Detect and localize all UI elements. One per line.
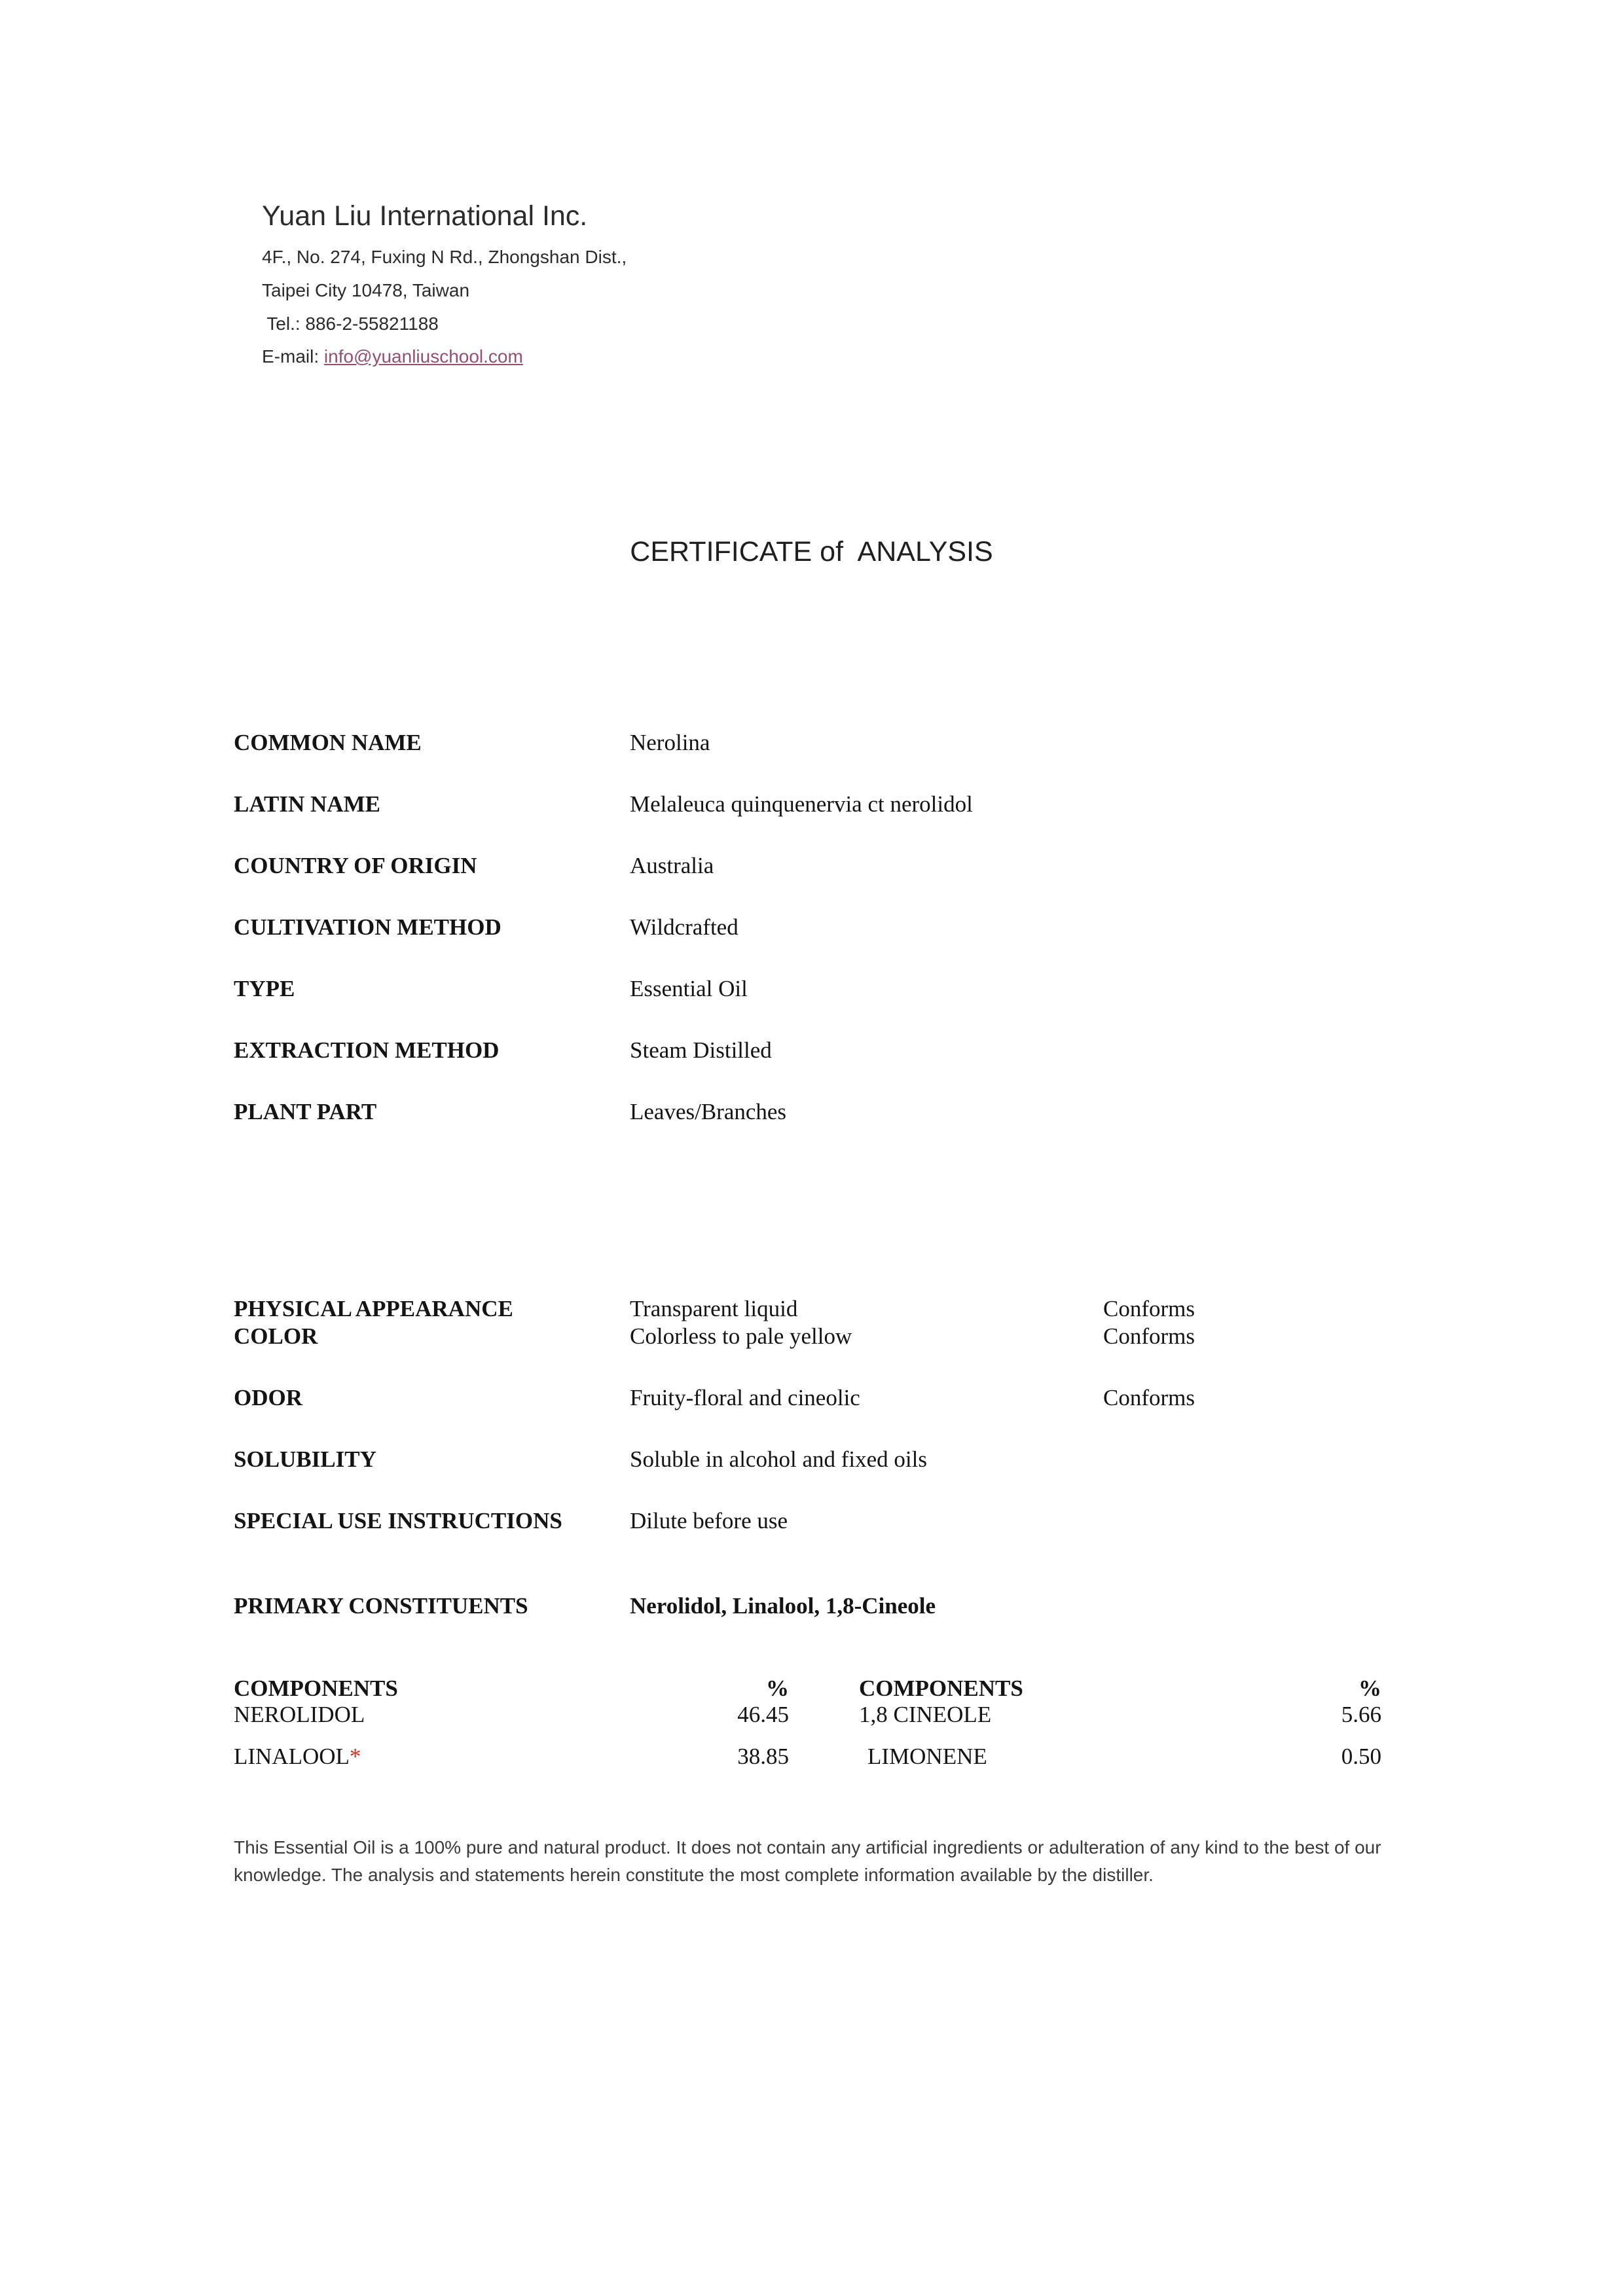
- field-label: PLANT PART: [234, 1099, 377, 1124]
- spec-label: ODOR: [234, 1385, 302, 1410]
- spec-value: Soluble in alcohol and fixed oils: [630, 1446, 927, 1472]
- field-value: Melaleuca quinquenervia ct nerolidol: [630, 791, 973, 817]
- components-header-right: COMPONENTS: [859, 1676, 1023, 1701]
- address-line-2: Taipei City 10478, Taiwan: [262, 280, 470, 300]
- field-value: Essential Oil: [630, 976, 748, 1001]
- component-percent: 46.45: [737, 1702, 789, 1727]
- field-label: COUNTRY OF ORIGIN: [234, 853, 477, 878]
- field-value: Wildcrafted: [630, 914, 739, 940]
- field-label: EXTRACTION METHOD: [234, 1037, 500, 1063]
- spec-conforms: Conforms: [1103, 1323, 1195, 1349]
- percent-header-left: %: [766, 1676, 789, 1701]
- field-value: Leaves/Branches: [630, 1099, 787, 1124]
- field-value: Steam Distilled: [630, 1037, 772, 1063]
- company-name: Yuan Liu International Inc.: [262, 200, 588, 232]
- address-line-1: 4F., No. 274, Fuxing N Rd., Zhongshan Dist.,: [262, 247, 627, 267]
- spec-value: Dilute before use: [630, 1508, 788, 1534]
- spec-conforms: Conforms: [1103, 1296, 1195, 1321]
- spec-value: Colorless to pale yellow: [630, 1323, 852, 1349]
- spec-label: COLOR: [234, 1323, 318, 1349]
- spec-value: Transparent liquid: [630, 1296, 798, 1321]
- primary-constituents-value: Nerolidol, Linalool, 1,8-Cineole: [630, 1593, 936, 1619]
- field-value: Nerolina: [630, 730, 710, 755]
- email-label: E-mail:: [262, 346, 324, 367]
- disclaimer-line-1: This Essential Oil is a 100% pure and natural product. It does not contain any artificial ingredients or adulteration of any kind to the best of our: [234, 1837, 1381, 1857]
- component-name: LIMONENE: [867, 1744, 987, 1769]
- component-percent: 5.66: [1341, 1702, 1381, 1727]
- spec-label: PHYSICAL APPEARANCE: [234, 1296, 513, 1321]
- primary-constituents-label: PRIMARY CONSTITUENTS: [234, 1593, 528, 1619]
- component-name: 1,8 CINEOLE: [859, 1702, 992, 1727]
- spec-conforms: Conforms: [1103, 1385, 1195, 1410]
- field-value: Australia: [630, 853, 714, 878]
- component-name-text: LINALOOL: [234, 1744, 350, 1769]
- field-label: CULTIVATION METHOD: [234, 914, 501, 940]
- components-header-left: COMPONENTS: [234, 1676, 398, 1701]
- component-percent: 38.85: [737, 1744, 789, 1769]
- field-label: TYPE: [234, 976, 295, 1001]
- spec-label: SPECIAL USE INSTRUCTIONS: [234, 1508, 562, 1534]
- email-line: [262, 348, 523, 366]
- field-label: LATIN NAME: [234, 791, 380, 817]
- telephone-line: Tel.: 886-2-55821188: [262, 314, 439, 334]
- disclaimer-line-2: knowledge. The analysis and statements herein constitute the most complete information available by the distiller.: [234, 1865, 1154, 1885]
- component-percent: 0.50: [1341, 1744, 1381, 1769]
- spec-value: Fruity-floral and cineolic: [630, 1385, 860, 1410]
- component-name: NEROLIDOL: [234, 1702, 365, 1727]
- percent-header-right: %: [1359, 1676, 1381, 1701]
- spec-label: SOLUBILITY: [234, 1446, 376, 1472]
- email-link[interactable]: info@yuanliuschool.com: [323, 346, 523, 367]
- document-title: CERTIFICATE of ANALYSIS: [630, 536, 993, 567]
- field-label: COMMON NAME: [234, 730, 422, 755]
- red-asterisk: *: [349, 1744, 361, 1769]
